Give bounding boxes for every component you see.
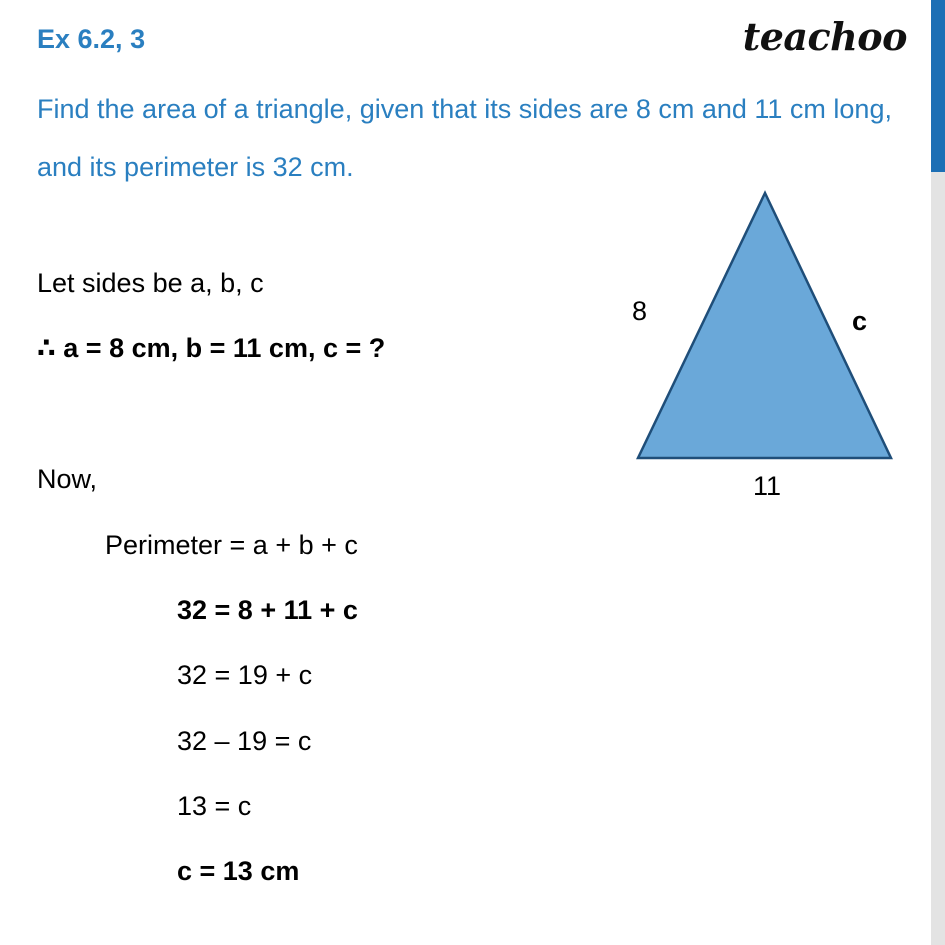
solution-line-6: 32 = 19 + c (177, 660, 313, 690)
solution-line-8: 13 = c (177, 791, 252, 821)
question-text: Find the area of a triangle, given that its sides are 8 cm and 11 cm long, and its perimeter is 32 cm. (37, 94, 892, 182)
side-label-right: c (852, 306, 868, 336)
triangle-svg (620, 180, 910, 510)
solution-line-1: Let sides be a, b, c (37, 268, 264, 298)
solution-line-3: Now, (37, 464, 98, 494)
exercise-title: Ex 6.2, 3 (37, 24, 146, 54)
solution-line-5: 32 = 8 + 11 + c (177, 595, 358, 625)
solution-line-9: c = 13 cm (177, 856, 300, 886)
scrollbar-track[interactable] (931, 0, 945, 945)
solution-line-2: ∴ a = 8 cm, b = 11 cm, c = ? (37, 333, 386, 363)
solution-line-7: 32 – 19 = c (177, 726, 312, 756)
side-label-left: 8 (632, 296, 648, 326)
triangle-diagram (620, 180, 910, 510)
solution-line-4: Perimeter = a + b + c (105, 530, 358, 560)
brand-logo: teachoo (742, 14, 907, 59)
base-label: 11 (753, 471, 782, 501)
scrollbar-thumb[interactable] (931, 0, 945, 172)
